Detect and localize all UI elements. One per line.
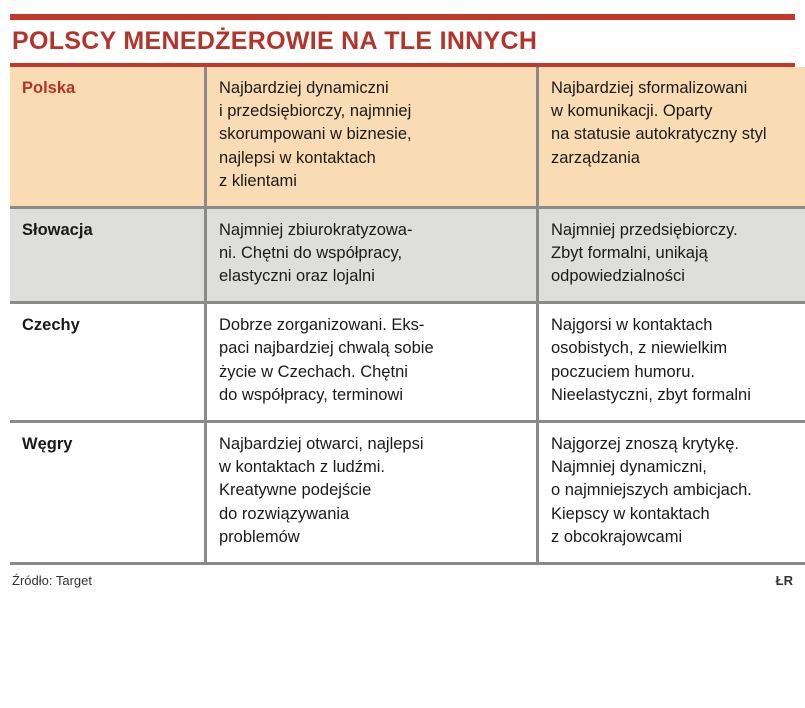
row-strengths-cell — [206, 421, 538, 563]
row-strengths-cell — [206, 302, 538, 421]
text-line: Kiepscy w kontaktach — [551, 503, 805, 526]
text-line: Najbardziej dynamiczni — [219, 77, 524, 100]
table-row — [10, 67, 805, 208]
text-line: na statusie autokratyczny styl — [551, 123, 805, 146]
row-strengths-cell — [206, 67, 538, 208]
text-line: do rozwiązywania — [219, 503, 524, 526]
table-row — [10, 302, 805, 421]
text-line: Najbardziej sformalizowani — [551, 77, 805, 100]
text-line: odpowiedzialności — [551, 265, 805, 288]
row-weaknesses-cell — [538, 67, 805, 208]
row-country-label: Czechy — [10, 302, 206, 421]
infographic-table — [0, 14, 805, 708]
credit-label: ŁR — [776, 573, 793, 588]
page-title: POLSCY MENEDŻEROWIE NA TLE INNYCH — [10, 20, 795, 63]
row-country-label: Węgry — [10, 421, 206, 563]
table-row — [10, 421, 805, 563]
text-line: w kontaktach z ludźmi. — [219, 456, 524, 479]
row-strengths-cell — [206, 207, 538, 302]
text-line: z obcokrajowcami — [551, 526, 805, 549]
row-country-label: Słowacja — [10, 207, 206, 302]
text-line: w komunikacji. Oparty — [551, 100, 805, 123]
text-line: i przedsiębiorczy, najmniej — [219, 100, 524, 123]
text-line: Najmniej przedsiębiorczy. — [551, 219, 805, 242]
text-line: Dobrze zorganizowani. Eks- — [219, 314, 524, 337]
text-line: Nieelastyczni, zbyt formalni — [551, 384, 805, 407]
text-line: paci najbardziej chwalą sobie — [219, 337, 524, 360]
text-line: Najmniej dynamiczni, — [551, 456, 805, 479]
text-line: osobistych, z niewielkim — [551, 337, 805, 360]
row-country-label: Polska — [10, 67, 206, 208]
text-line: poczuciem humoru. — [551, 361, 805, 384]
text-line: Najgorzej znoszą krytykę. — [551, 433, 805, 456]
source-label: Źródło: Target — [12, 573, 92, 588]
text-line: problemów — [219, 526, 524, 549]
text-line: ni. Chętni do współpracy, — [219, 242, 524, 265]
row-weaknesses-cell — [538, 302, 805, 421]
text-line: o najmniejszych ambicjach. — [551, 479, 805, 502]
footer — [10, 571, 795, 593]
text-line: najlepsi w kontaktach — [219, 147, 524, 170]
text-line: elastyczni oraz lojalni — [219, 265, 524, 288]
text-line: zarządzania — [551, 147, 805, 170]
text-line: Najmniej zbiurokratyzowa- — [219, 219, 524, 242]
text-line: Najgorsi w kontaktach — [551, 314, 805, 337]
text-line: do współpracy, terminowi — [219, 384, 524, 407]
row-weaknesses-cell — [538, 421, 805, 563]
text-line: z klientami — [219, 170, 524, 193]
table-row — [10, 207, 805, 302]
text-line: Zbyt formalni, unikają — [551, 242, 805, 265]
text-line: życie w Czechach. Chętni — [219, 361, 524, 384]
row-weaknesses-cell — [538, 207, 805, 302]
comparison-table — [10, 67, 805, 565]
text-line: Najbardziej otwarci, najlepsi — [219, 433, 524, 456]
text-line: Kreatywne podejście — [219, 479, 524, 502]
text-line: skorumpowani w biznesie, — [219, 123, 524, 146]
